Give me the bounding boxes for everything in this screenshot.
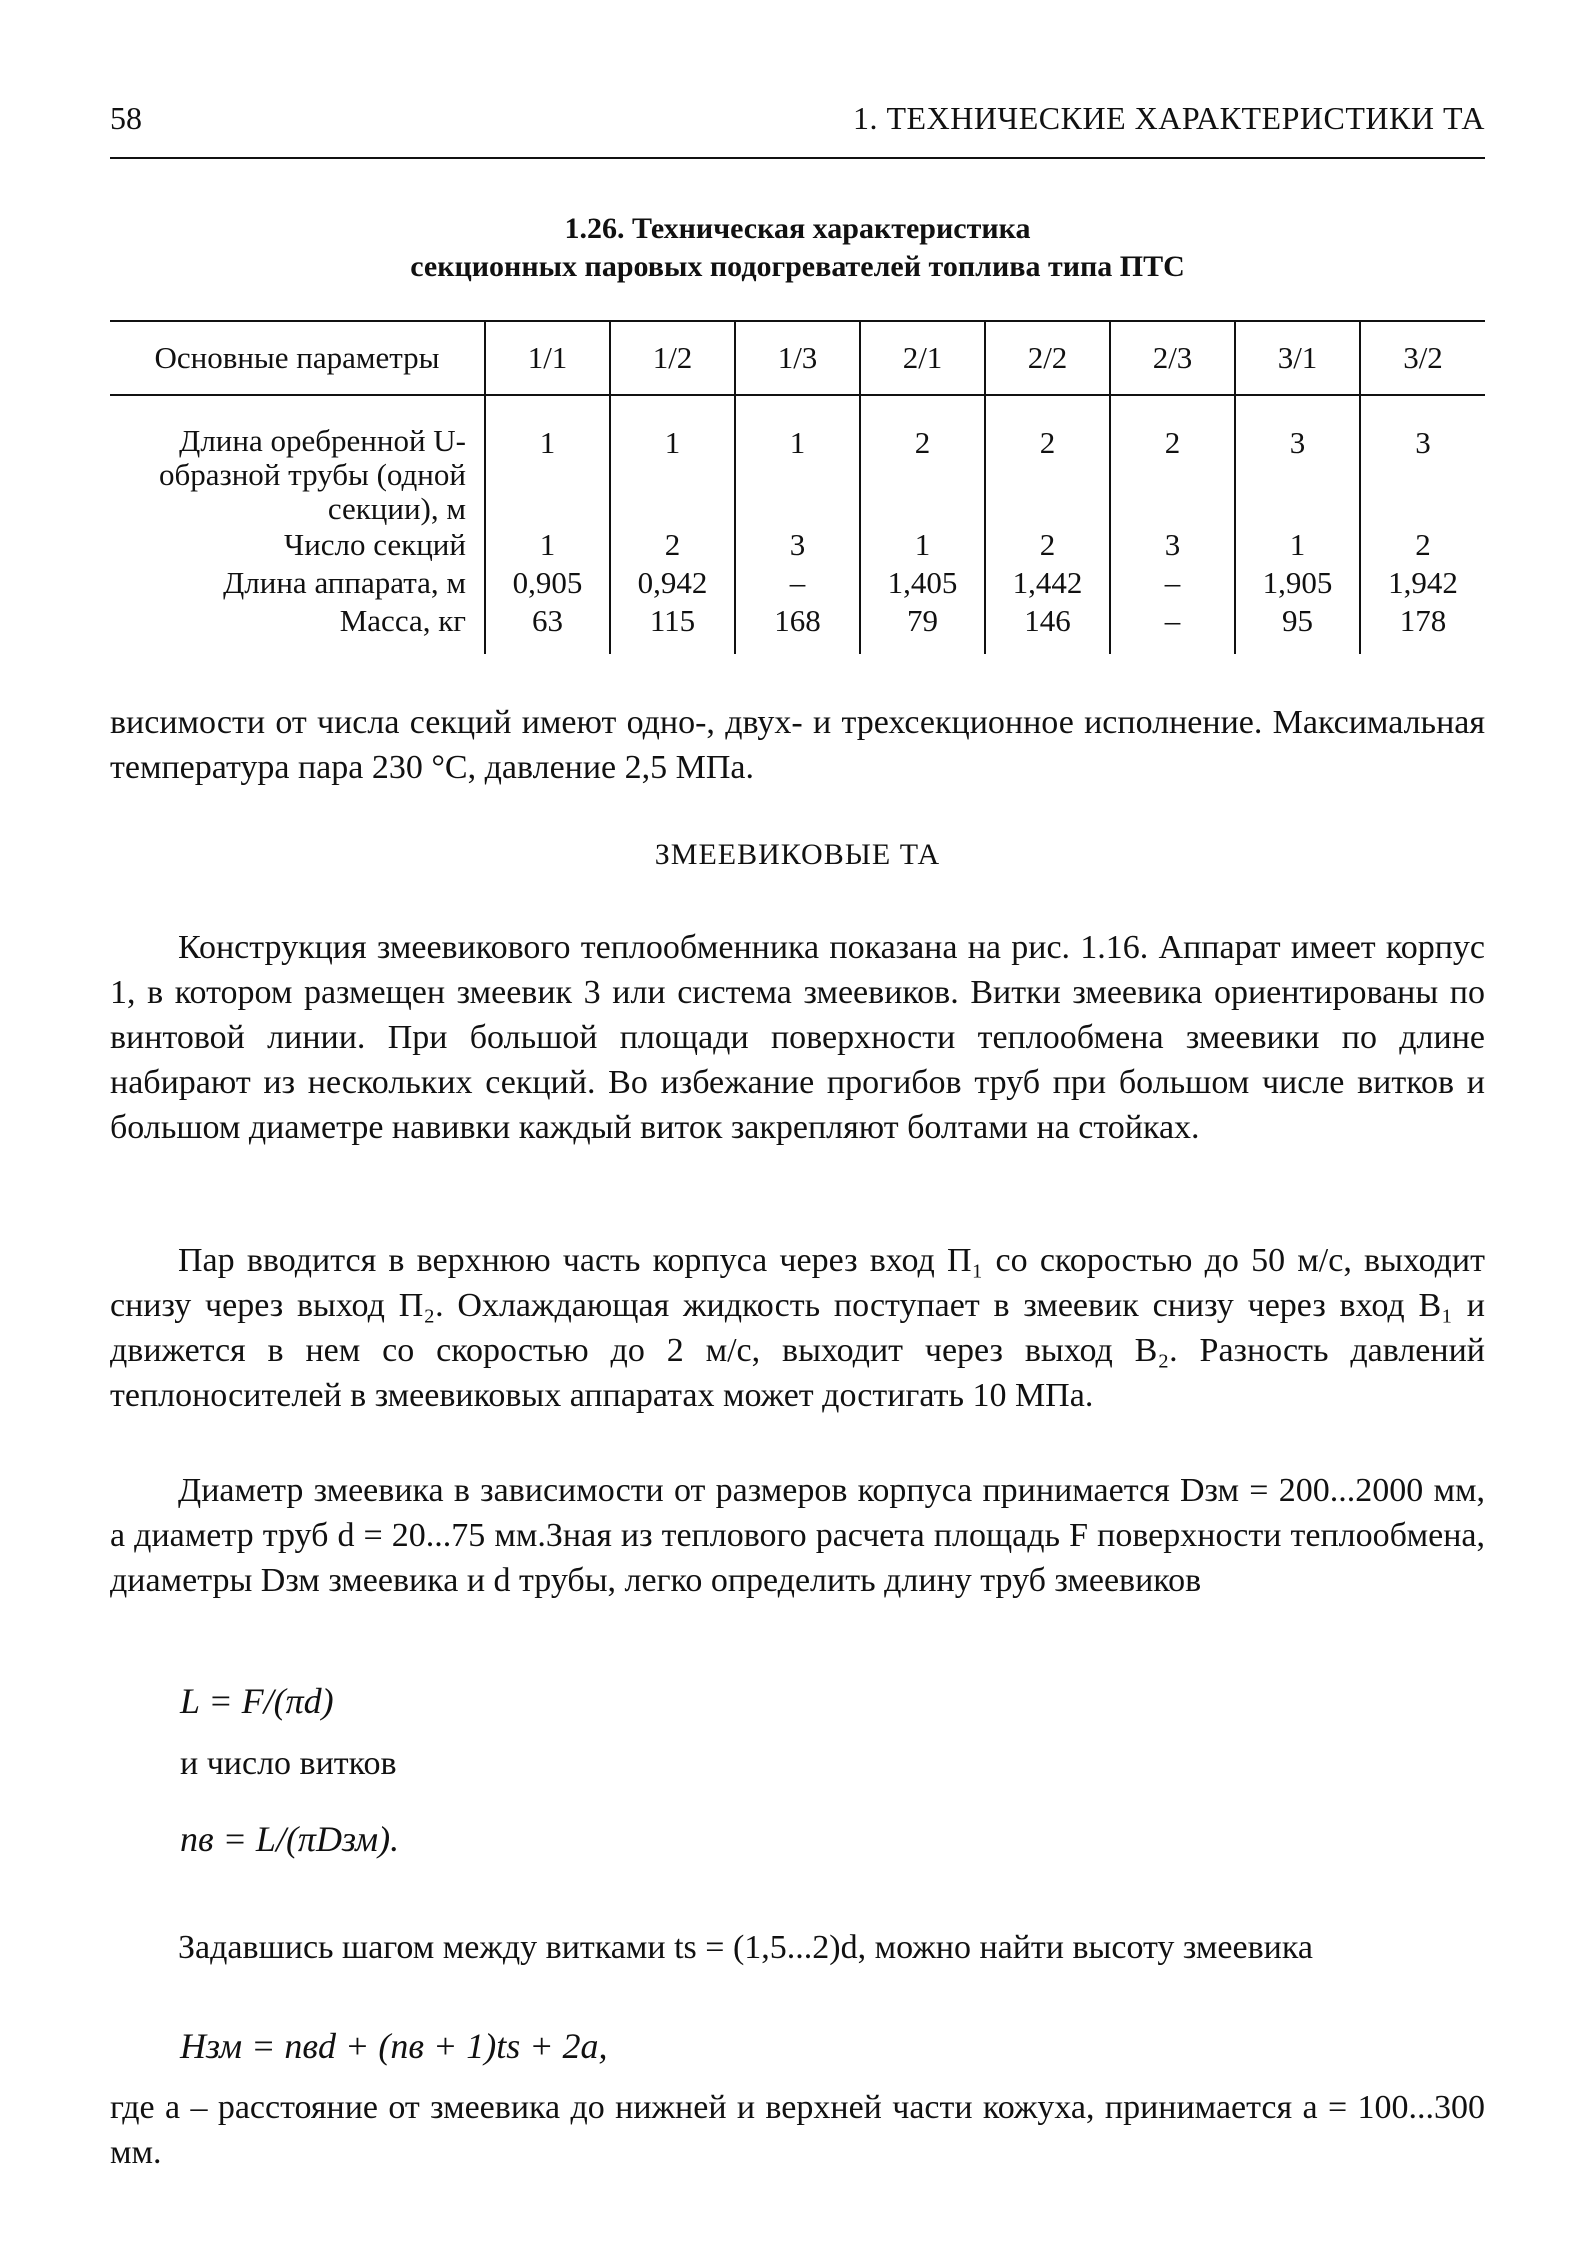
table-cell: – — [1110, 564, 1235, 602]
table-cell: 1 — [860, 526, 985, 564]
paragraph-clearance: где a – расстояние от змеевика до нижней и верхней части кожуха, принимается a = 100...300 мм. — [110, 2089, 1485, 2171]
table-column-header: 3/2 — [1360, 321, 1485, 395]
table-cell: 1 — [610, 395, 735, 526]
table-cell: 1 — [735, 395, 860, 526]
table-row — [110, 395, 1485, 526]
table-column-header: 1/2 — [610, 321, 735, 395]
table-cell: 1,442 — [985, 564, 1110, 602]
table-cell: 3 — [735, 526, 860, 564]
table-cell: 1,942 — [1360, 564, 1485, 602]
table-caption — [110, 210, 1485, 286]
row-label: Длина аппарата, м — [223, 565, 466, 600]
table-cell: 3 — [1110, 526, 1235, 564]
table-cell: 178 — [1360, 602, 1485, 654]
paragraph-flow: Пар вводится в верхнюю часть корпуса через вход П₁ со скоростью до 50 м/с, выходит снизу через выход П₂. Охлаждающая жидкость поступает в змеевик снизу через вход В₁ и движется в нем со скоростью до 2 м/с, выходит через выход В₂. Разность давлений теплоносителей в змеевиковых аппаратах может достигать 10 МПа. — [110, 1242, 1485, 1414]
table-column-header: 1/1 — [485, 321, 610, 395]
header-rule — [110, 157, 1485, 159]
formula-turn-count: nв = L/(πDзм). — [180, 1819, 400, 1859]
table-column-header: 2/1 — [860, 321, 985, 395]
page-number: 58 — [110, 100, 142, 136]
table-row — [110, 526, 1485, 564]
table-cell: 168 — [735, 602, 860, 654]
row-label: Число секций — [284, 527, 466, 562]
spec-table — [110, 320, 1485, 654]
table-column-header: 1/3 — [735, 321, 860, 395]
table-caption-line2: секционных паровых подогревателей топлива типа ПТС — [410, 250, 1185, 283]
table-column-header: 2/2 — [985, 321, 1110, 395]
table-cell: 95 — [1235, 602, 1360, 654]
table-cell: 2 — [1360, 526, 1485, 564]
table-cell: 1 — [485, 526, 610, 564]
table-caption-line1: 1.26. Техническая характеристика — [564, 212, 1031, 245]
table-column-header: 2/3 — [1110, 321, 1235, 395]
section-heading: ЗМЕЕВИКОВЫЕ ТА — [654, 838, 941, 871]
connector-text: и число витков — [180, 1745, 397, 1782]
table-cell: 0,905 — [485, 564, 610, 602]
table-cell: – — [735, 564, 860, 602]
paragraph-diameter: Диаметр змеевика в зависимости от размеров корпуса принимается Dзм = 200...2000 мм, а диаметр труб d = 20...75 мм.Зная из теплового расчета площадь F поверхности теплообмена, диаметры Dзм змеевика и d трубы, легко определить длину труб змеевиков — [110, 1472, 1485, 1599]
table-row — [110, 564, 1485, 602]
table-cell: 2 — [610, 526, 735, 564]
paragraph-pitch: Задавшись шагом между витками ts = (1,5...2)d, можно найти высоту змеевика — [178, 1929, 1313, 1966]
formula-tube-length: L = F/(πd) — [180, 1681, 334, 1721]
table-corner-header: Основные параметры — [110, 321, 485, 395]
table-cell: 63 — [485, 602, 610, 654]
table-cell: 2 — [985, 526, 1110, 564]
table-cell: 1,905 — [1235, 564, 1360, 602]
page-header — [110, 100, 1485, 150]
table-row — [110, 602, 1485, 654]
table-cell: 146 — [985, 602, 1110, 654]
table-column-header: 3/1 — [1235, 321, 1360, 395]
table-cell: 79 — [860, 602, 985, 654]
table-cell: 1 — [1235, 526, 1360, 564]
table-cell: 1,405 — [860, 564, 985, 602]
table-cell: 1 — [485, 395, 610, 526]
row-label: Масса, кг — [339, 603, 466, 638]
table-cell: 2 — [1110, 395, 1235, 526]
table-cell: 2 — [860, 395, 985, 526]
table-cell: – — [1110, 602, 1235, 654]
table-cell: 115 — [610, 602, 735, 654]
table-cell: 2 — [985, 395, 1110, 526]
running-title: 1. ТЕХНИЧЕСКИЕ ХАРАКТЕРИСТИКИ ТА — [853, 100, 1485, 136]
paragraph-construction: Конструкция змеевикового теплообменника показана на рис. 1.16. Аппарат имеет корпус 1, в котором размещен змеевик 3 или система змеевиков. Витки змеевика ориентированы по винтовой линии. При большой площади поверхности теплообмена змеевики по длине набирают из нескольких секций. Во избежание прогибов труб при большом числе витков и большом диаметре навивки каждый виток закрепляют болтами на стойках. — [110, 929, 1485, 1146]
table-cell: 0,942 — [610, 564, 735, 602]
formula-coil-height: Hзм = nвd + (nв + 1)ts + 2a, — [180, 2026, 608, 2066]
paragraph-continuation: висимости от числа секций имеют одно-, двух- и трехсекционное исполнение. Максимальная температура пара 230 °С, давление 2,5 МПа. — [110, 704, 1485, 786]
table-cell: 3 — [1235, 395, 1360, 526]
table-header-row — [110, 321, 1485, 395]
table-cell: 3 — [1360, 395, 1485, 526]
row-label: Длина оребренной U-образной трубы (одной секции), м — [158, 423, 466, 526]
